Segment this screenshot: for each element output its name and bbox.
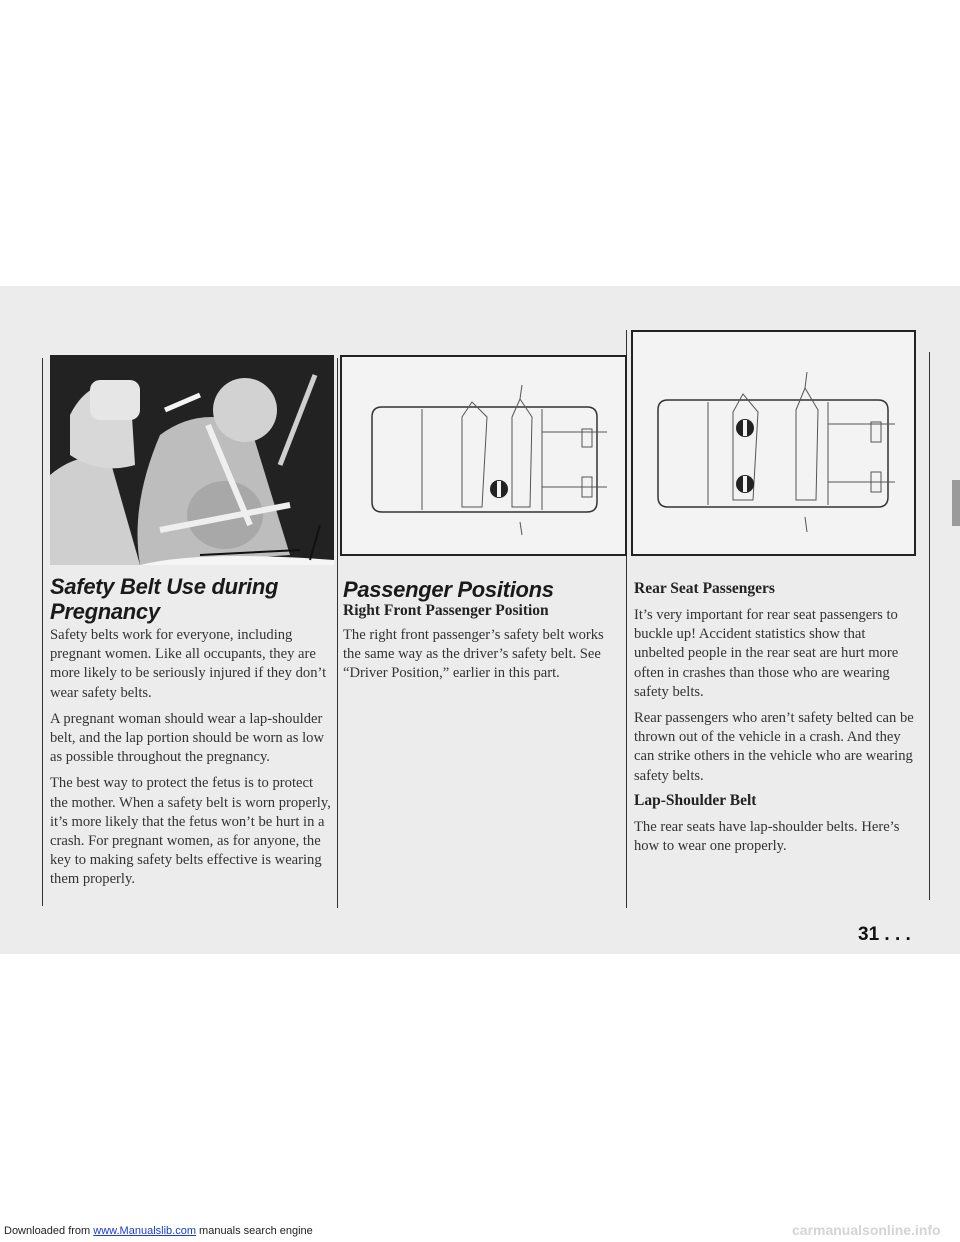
manualslib-link[interactable]: www.Manualslib.com <box>93 1225 196 1237</box>
watermark: carmanualsonline.info <box>792 1222 941 1238</box>
right-front-passenger-paragraph: The right front passenger’s safety belt works the same way as the driver’s safety belt. See “Driver Position,” earlier in this part. <box>343 627 604 682</box>
pregnancy-paragraph-3: The best way to protect the fetus is to protect the mother. When a safety belt is worn properly, it’s more likely that the fetus won’t be hurt in a crash. For pregnant women, as for anyone, the key to making safety belts effective is wearing them properly. <box>50 775 331 888</box>
rear-seat-body <box>634 606 914 793</box>
rear-seat-paragraph-2: Rear passengers who aren’t safety belted can be thrown out of the vehicle in a crash. And they can strike others in the vehicle who are wearing safety belts. <box>634 710 914 784</box>
download-footer <box>4 1225 313 1237</box>
pregnancy-paragraph-2: A pregnant woman should wear a lap-shoulder belt, and the lap portion should be worn as low as possible throughout the pregnancy. <box>50 710 324 766</box>
rear-seat-paragraph-1: It’s very important for rear seat passengers to buckle up! Accident statistics show that unbelted people in the rear seat are hurt more often in crashes than those who are wearing safety belts. <box>634 607 899 700</box>
lap-shoulder-body <box>634 818 914 863</box>
pregnancy-heading <box>50 574 278 624</box>
column-rule-left <box>42 358 43 906</box>
column-rule-right <box>929 352 930 900</box>
front-passenger-diagram <box>340 355 627 556</box>
pregnancy-illustration <box>50 355 334 565</box>
lap-shoulder-belt-subheading: Lap-Shoulder Belt <box>634 792 757 809</box>
column-rule-middle <box>337 358 338 908</box>
lap-shoulder-paragraph: The rear seats have lap-shoulder belts. Here’s how to wear one properly. <box>634 819 900 855</box>
pregnancy-paragraph-1: Safety belts work for everyone, including pregnant women. Like all occupants, they are more likely to be seriously injured if they don’t wear safety belts. <box>50 627 327 701</box>
pregnancy-body <box>50 626 333 897</box>
rear-seat-passengers-subheading: Rear Seat Passengers <box>634 580 775 597</box>
passenger-positions-heading: Passenger Positions <box>343 577 554 602</box>
right-front-passenger-subheading: Right Front Passenger Position <box>343 602 549 619</box>
footer-suffix: manuals search engine <box>195 1225 313 1237</box>
pregnancy-heading-line1: Safety Belt Use during <box>50 574 279 599</box>
right-front-passenger-body <box>343 626 623 691</box>
page-tab-marker <box>952 480 960 526</box>
pregnancy-heading-line2: Pregnancy <box>50 599 160 624</box>
footer-prefix: Downloaded from <box>4 1225 94 1237</box>
rear-passenger-diagram <box>631 330 916 556</box>
page-number: 31 . . . <box>858 924 911 945</box>
